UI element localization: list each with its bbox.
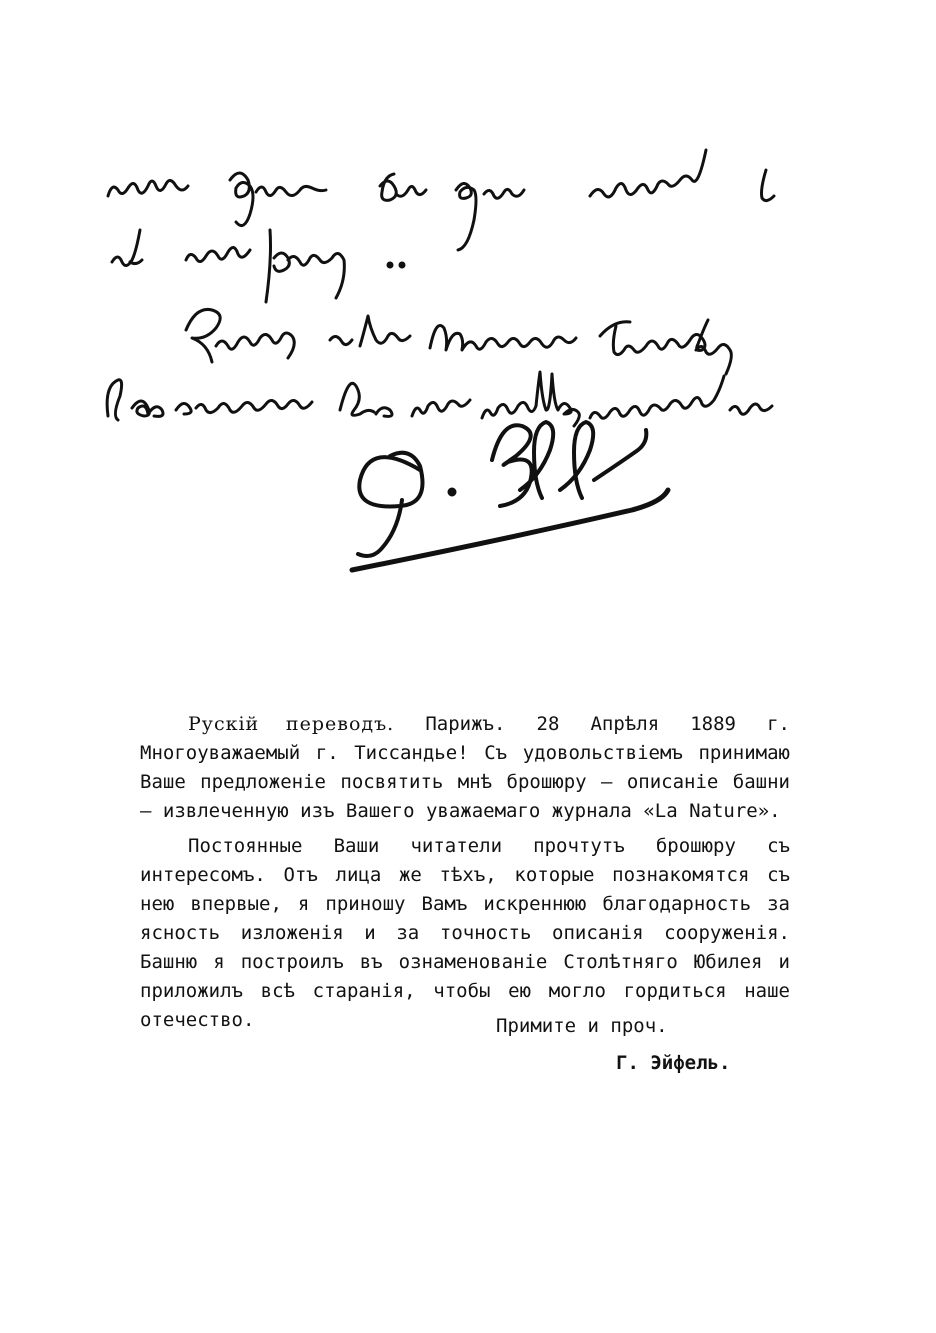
- translation-heading: Рускій переводъ.: [188, 713, 395, 735]
- handwritten-letter: [90, 140, 870, 590]
- closing-phrase: Примите и проч.: [496, 1015, 668, 1037]
- handwritten-letter-image: [90, 140, 870, 590]
- translation-paragraph-1-text: Парижъ. 28 Апрѣля 1889 г. Многоуважаемый г. Тиссандье! Съ удовольствіемъ принимаю Ваше предложеніе посвятить мнѣ брошюру — описаніе башни — извлеченную изъ Вашего уважаемаго журнала «La Nature».: [140, 713, 790, 822]
- translation-paragraph-2: Постоянные Ваши читатели прочтутъ брошюру съ интересомъ. Отъ лица же тѣхъ, которые познакомятся съ нею впервые, я приношу Вамъ искреннюю благодарность за ясность изложенія и за точность описанія сооруженія. Башню я построилъ въ ознаменованіе Столѣтняго Юбилея и приложилъ всѣ старанія, чтобы ею могло гордиться наше отечество.: [140, 835, 790, 1031]
- russian-translation: [140, 710, 790, 1041]
- printed-signature: Г. Эйфель.: [616, 1052, 731, 1074]
- translation-paragraph-1: [140, 710, 790, 826]
